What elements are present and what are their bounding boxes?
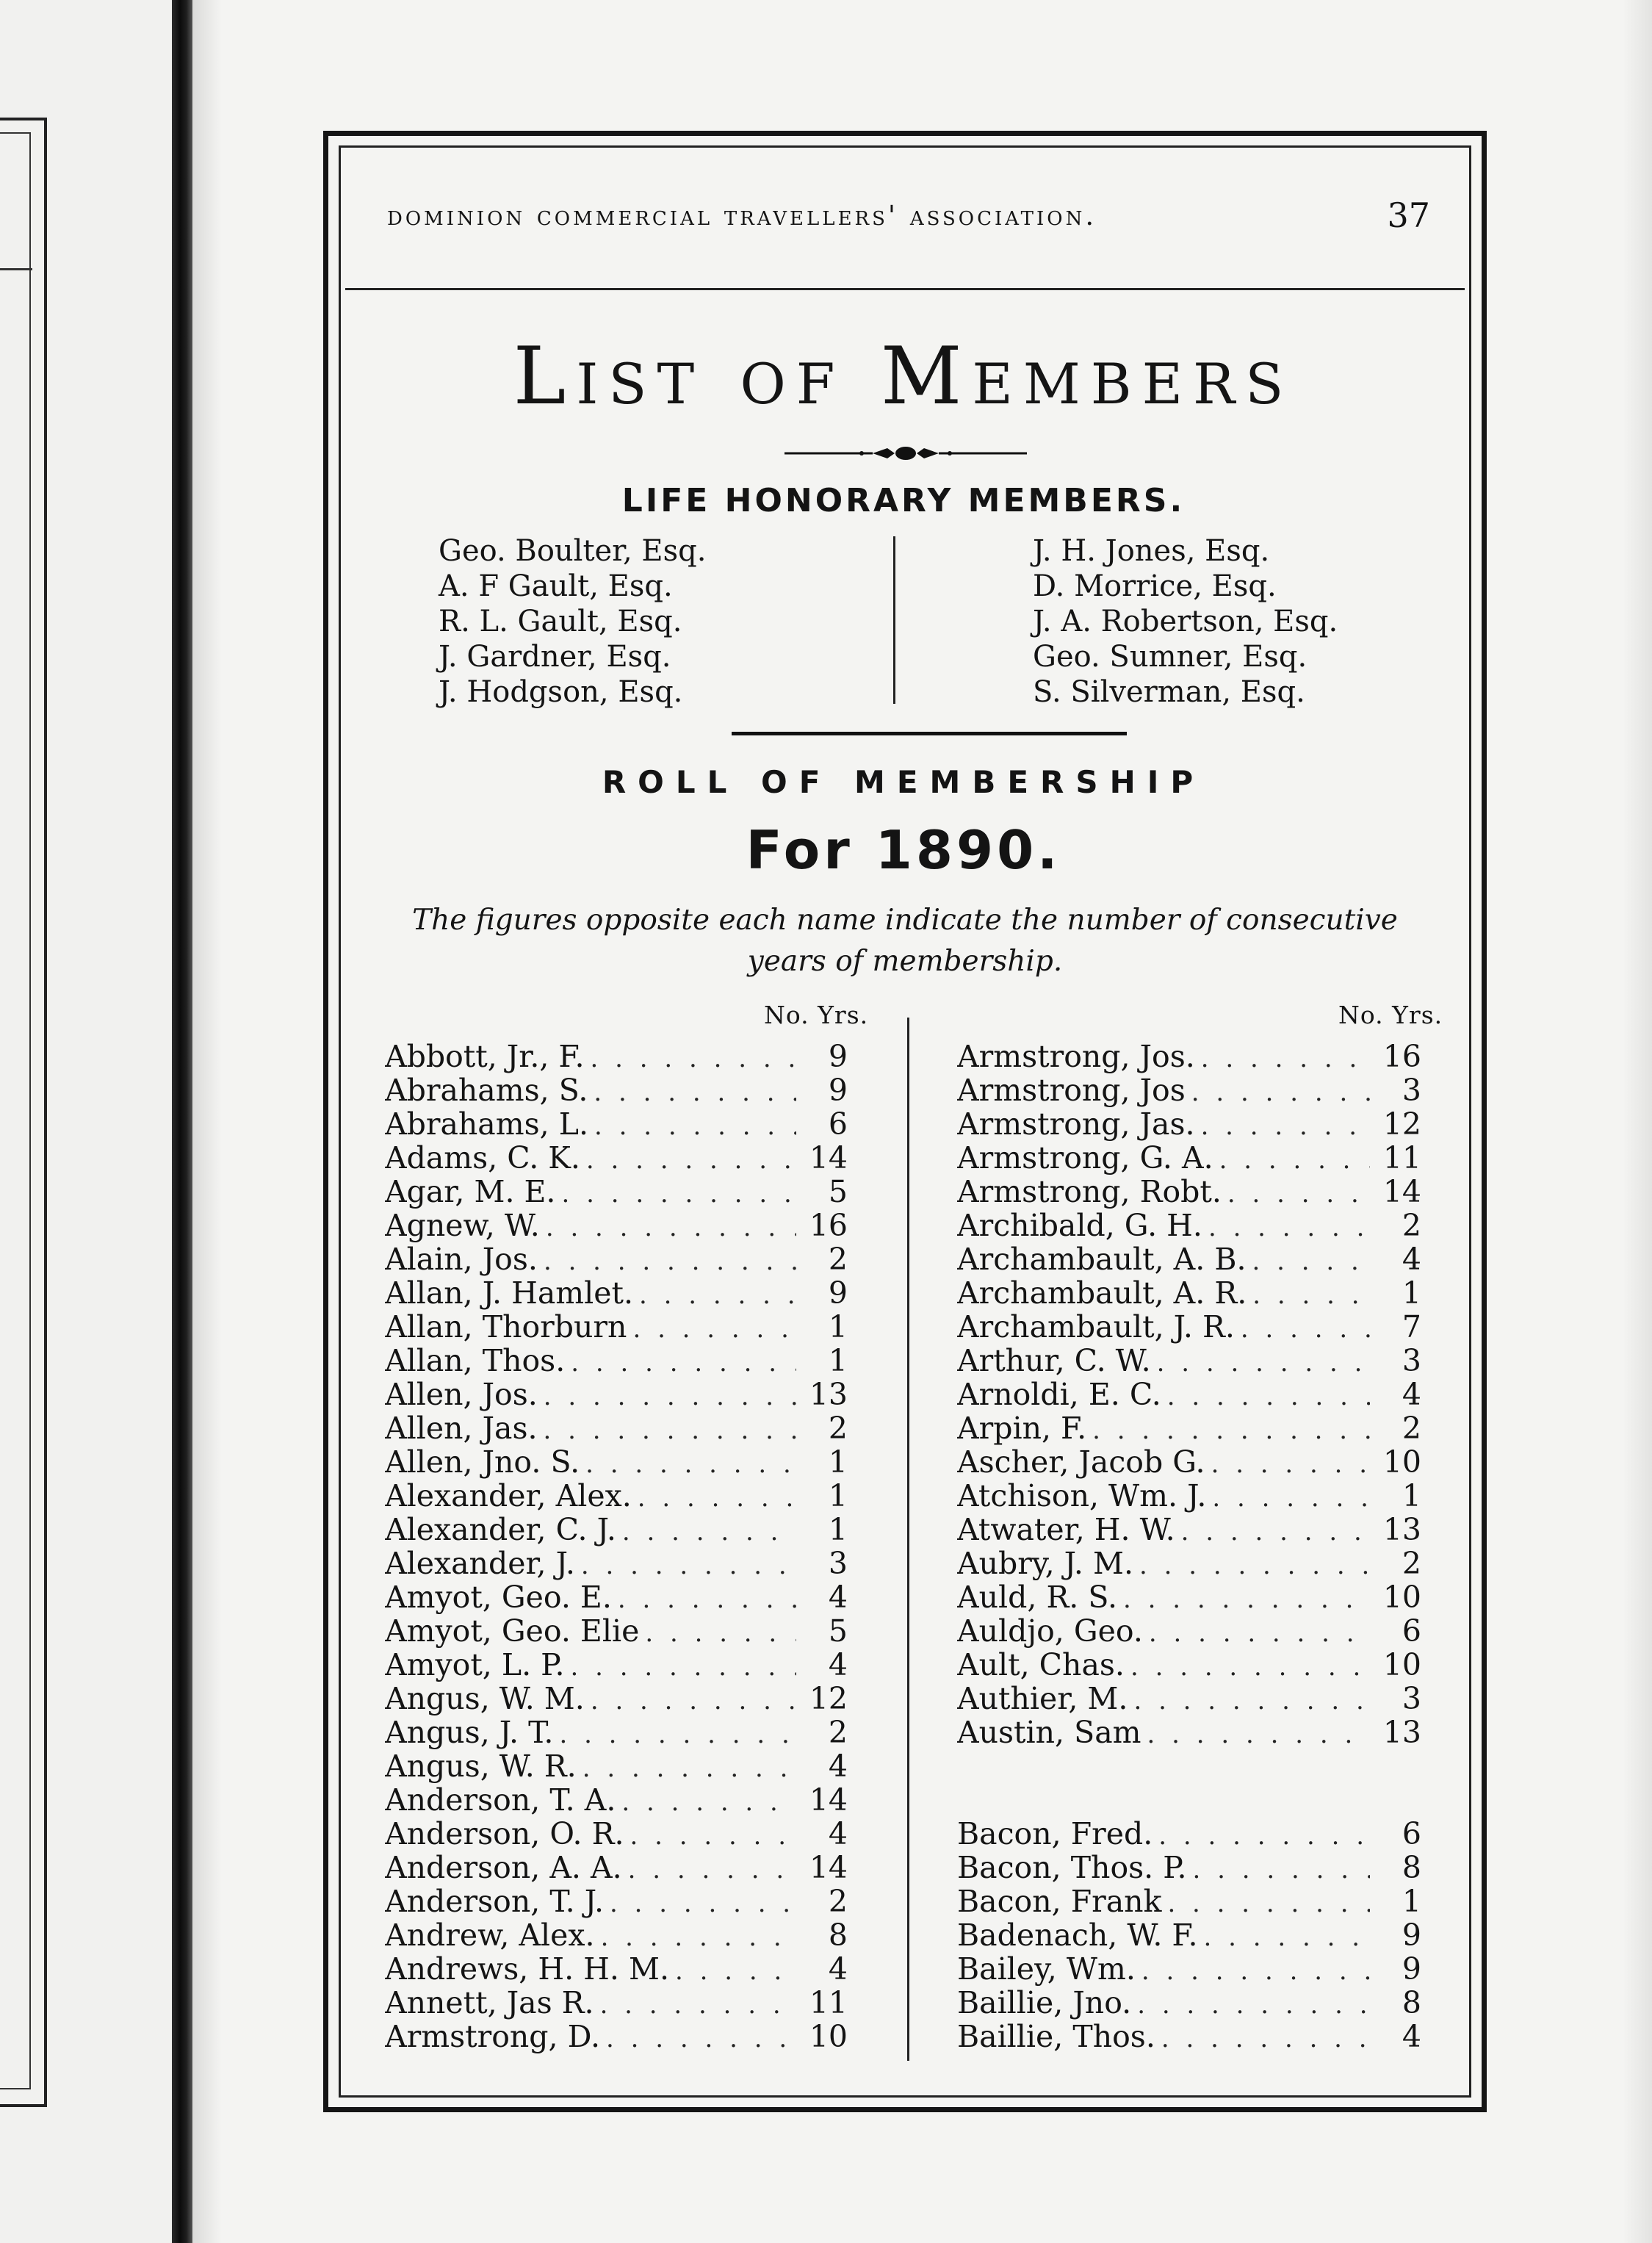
member-name: Allan, Thos. bbox=[385, 1344, 566, 1378]
dot-leader bbox=[610, 1887, 796, 1918]
honorary-member: J. H. Jones, Esq. bbox=[1033, 534, 1270, 568]
member-name: Alexander, C. J. bbox=[385, 1513, 616, 1547]
member-name: Bacon, Fred. bbox=[957, 1817, 1153, 1851]
member-row bbox=[385, 1344, 848, 1378]
member-years: 1 bbox=[828, 1310, 848, 1344]
member-row bbox=[385, 1614, 848, 1648]
year-heading: For 1890. bbox=[746, 819, 1061, 881]
list-spacer bbox=[957, 1783, 1421, 1817]
dot-leader bbox=[561, 1177, 796, 1209]
member-row bbox=[957, 1918, 1421, 1952]
member-name: Armstrong, G. A. bbox=[957, 1141, 1213, 1175]
member-row bbox=[385, 1918, 848, 1952]
ornament-divider bbox=[784, 442, 1027, 464]
member-row bbox=[385, 1175, 848, 1209]
dot-leader bbox=[1241, 1312, 1370, 1344]
member-row bbox=[957, 1175, 1421, 1209]
member-row bbox=[385, 1378, 848, 1411]
member-years: 4 bbox=[828, 1952, 848, 1986]
dot-leader bbox=[582, 1751, 796, 1783]
dot-leader bbox=[632, 1312, 796, 1344]
member-list-right bbox=[957, 1040, 1421, 2053]
member-row bbox=[957, 1851, 1421, 1884]
member-years: 16 bbox=[1382, 1040, 1421, 1073]
dot-leader bbox=[639, 1278, 796, 1310]
member-row bbox=[957, 1682, 1421, 1715]
member-years: 10 bbox=[1382, 1445, 1421, 1479]
note-line: years of membership. bbox=[747, 945, 1063, 978]
member-years: 10 bbox=[1382, 1580, 1421, 1614]
facing-page-inner-frame bbox=[0, 132, 31, 2089]
member-years: 11 bbox=[1382, 1141, 1421, 1175]
member-years: 3 bbox=[1402, 1344, 1421, 1378]
member-row bbox=[957, 1107, 1421, 1141]
member-years: 1 bbox=[828, 1344, 848, 1378]
dot-leader bbox=[1252, 1278, 1370, 1310]
member-row bbox=[385, 1040, 848, 1073]
honorary-members-left bbox=[439, 533, 850, 710]
member-name: Alexander, Alex. bbox=[385, 1479, 632, 1513]
dot-leader bbox=[601, 1920, 796, 1952]
member-row bbox=[957, 1073, 1421, 1107]
member-name: Allan, J. Hamlet. bbox=[385, 1276, 634, 1310]
member-years: 3 bbox=[1402, 1073, 1421, 1107]
member-name: Abrahams, S. bbox=[385, 1073, 588, 1107]
dot-leader bbox=[1212, 1481, 1370, 1513]
member-years: 13 bbox=[1382, 1513, 1421, 1547]
dot-leader bbox=[585, 1447, 796, 1479]
member-name: Auld, R. S. bbox=[957, 1580, 1118, 1614]
member-name: Armstrong, Robt. bbox=[957, 1175, 1222, 1209]
dot-leader bbox=[1181, 1515, 1370, 1547]
member-years: 10 bbox=[1382, 1648, 1421, 1682]
member-name: Archambault, A. B. bbox=[957, 1242, 1247, 1276]
member-name: Ascher, Jacob G. bbox=[957, 1445, 1205, 1479]
member-row bbox=[385, 1884, 848, 1918]
honorary-members-right bbox=[1033, 533, 1444, 710]
dot-leader bbox=[621, 1785, 796, 1817]
member-years: 14 bbox=[809, 1783, 848, 1817]
dot-leader bbox=[1211, 1447, 1370, 1479]
member-row bbox=[957, 1141, 1421, 1175]
roll-heading: ROLL OF MEMBERSHIP bbox=[602, 764, 1205, 800]
member-years: 1 bbox=[828, 1513, 848, 1547]
dot-leader bbox=[581, 1549, 796, 1580]
member-row bbox=[957, 1344, 1421, 1378]
member-name: Amyot, Geo. Elie bbox=[385, 1614, 640, 1648]
member-row bbox=[385, 1310, 848, 1344]
member-name: Abbott, Jr., F. bbox=[385, 1040, 585, 1073]
member-name: Allen, Jos. bbox=[385, 1378, 538, 1411]
dot-leader bbox=[1201, 1042, 1370, 1073]
dot-leader bbox=[645, 1616, 796, 1648]
member-row bbox=[957, 1614, 1421, 1648]
member-row bbox=[385, 1107, 848, 1141]
explanatory-note bbox=[345, 900, 1465, 982]
member-name: Bailey, Wm. bbox=[957, 1952, 1136, 1986]
member-years: 9 bbox=[828, 1073, 848, 1107]
member-row bbox=[385, 1479, 848, 1513]
member-years: 5 bbox=[828, 1175, 848, 1209]
member-name: Adams, C. K. bbox=[385, 1141, 580, 1175]
member-years: 14 bbox=[809, 1141, 848, 1175]
member-years: 4 bbox=[828, 1580, 848, 1614]
member-row bbox=[385, 1749, 848, 1783]
member-row bbox=[957, 1276, 1421, 1310]
member-row bbox=[957, 1715, 1421, 1749]
honorary-member: D. Morrice, Esq. bbox=[1033, 569, 1277, 603]
list-spacer bbox=[957, 1749, 1421, 1783]
member-name: Baillie, Thos. bbox=[957, 2020, 1155, 2053]
member-years: 13 bbox=[1382, 1715, 1421, 1749]
member-years: 7 bbox=[1402, 1310, 1421, 1344]
member-name: Angus, W. M. bbox=[385, 1682, 585, 1715]
dot-leader bbox=[1193, 1853, 1370, 1884]
member-years: 16 bbox=[809, 1209, 848, 1242]
member-row bbox=[957, 1952, 1421, 1986]
member-row bbox=[385, 1682, 848, 1715]
member-name: Agar, M. E. bbox=[385, 1175, 556, 1209]
member-name: Atchison, Wm. J. bbox=[957, 1479, 1207, 1513]
member-row bbox=[957, 1479, 1421, 1513]
dot-leader bbox=[1137, 1988, 1370, 2020]
dot-leader bbox=[594, 1109, 796, 1141]
dot-leader bbox=[1252, 1245, 1370, 1276]
member-name: Allan, Thorburn bbox=[385, 1310, 627, 1344]
member-row bbox=[957, 1986, 1421, 2020]
dot-leader bbox=[618, 1583, 796, 1614]
member-years: 6 bbox=[1402, 1817, 1421, 1851]
member-row bbox=[957, 1513, 1421, 1547]
member-name: Austin, Sam bbox=[957, 1715, 1141, 1749]
member-row bbox=[385, 1209, 848, 1242]
dot-leader bbox=[591, 1042, 796, 1073]
member-row bbox=[385, 1851, 848, 1884]
member-name: Agnew, W. bbox=[385, 1209, 540, 1242]
honorary-member: J. Hodgson, Esq. bbox=[439, 675, 683, 709]
years-column-header-left: No. Yrs. bbox=[764, 1001, 869, 1029]
member-row bbox=[385, 2020, 848, 2053]
member-years: 8 bbox=[1402, 1986, 1421, 2020]
honorary-member: J. Gardner, Esq. bbox=[439, 640, 671, 674]
member-row bbox=[957, 1209, 1421, 1242]
gutter-shadow bbox=[192, 0, 222, 2243]
member-years: 9 bbox=[828, 1040, 848, 1073]
honorary-member: S. Silverman, Esq. bbox=[1033, 675, 1305, 709]
member-row bbox=[957, 1242, 1421, 1276]
member-row bbox=[957, 1378, 1421, 1411]
dot-leader bbox=[559, 1718, 796, 1749]
member-name: Alain, Jos. bbox=[385, 1242, 538, 1276]
member-name: Authier, M. bbox=[957, 1682, 1128, 1715]
member-name: Anderson, A. A. bbox=[385, 1851, 622, 1884]
member-row bbox=[385, 1952, 848, 1986]
member-row bbox=[385, 1783, 848, 1817]
member-row bbox=[957, 1817, 1421, 1851]
member-row bbox=[957, 1411, 1421, 1445]
member-row bbox=[957, 1580, 1421, 1614]
member-name: Alexander, J. bbox=[385, 1547, 575, 1580]
page-title: List of Members bbox=[513, 331, 1294, 422]
member-name: Arpin, F. bbox=[957, 1411, 1087, 1445]
member-name: Bacon, Thos. P. bbox=[957, 1851, 1187, 1884]
honorary-member: Geo. Boulter, Esq. bbox=[439, 534, 707, 568]
member-name: Angus, J. T. bbox=[385, 1715, 554, 1749]
member-years: 6 bbox=[828, 1107, 848, 1141]
section-rule bbox=[732, 732, 1127, 735]
member-years: 3 bbox=[1402, 1682, 1421, 1715]
member-name: Arnoldi, E. C. bbox=[957, 1378, 1161, 1411]
member-row bbox=[385, 1547, 848, 1580]
dot-leader bbox=[544, 1380, 796, 1411]
member-years: 2 bbox=[1402, 1547, 1421, 1580]
book-binding bbox=[172, 0, 192, 2243]
member-row bbox=[385, 1242, 848, 1276]
member-name: Angus, W. R. bbox=[385, 1749, 577, 1783]
member-name: Allen, Jno. S. bbox=[385, 1445, 580, 1479]
header-rule bbox=[345, 288, 1465, 290]
member-row bbox=[385, 1648, 848, 1682]
member-row bbox=[385, 1276, 848, 1310]
member-name: Amyot, Geo. E. bbox=[385, 1580, 612, 1614]
member-name: Auldjo, Geo. bbox=[957, 1614, 1143, 1648]
member-name: Anderson, T. A. bbox=[385, 1783, 616, 1817]
member-row bbox=[385, 1411, 848, 1445]
dot-leader bbox=[630, 1819, 797, 1851]
dot-leader bbox=[1147, 1718, 1370, 1749]
member-list-divider bbox=[907, 1018, 909, 2061]
dot-leader bbox=[1092, 1414, 1370, 1445]
member-years: 2 bbox=[828, 1715, 848, 1749]
member-years: 2 bbox=[828, 1242, 848, 1276]
member-years: 8 bbox=[828, 1918, 848, 1952]
member-row bbox=[957, 2020, 1421, 2053]
member-name: Baillie, Jno. bbox=[957, 1986, 1132, 2020]
dot-leader bbox=[594, 1076, 796, 1107]
dot-leader bbox=[1141, 1954, 1370, 1986]
running-title: dominion commercial travellers' association. bbox=[387, 199, 1097, 231]
dot-leader bbox=[1191, 1076, 1370, 1107]
member-name: Allen, Jas. bbox=[385, 1411, 538, 1445]
member-name: Andrew, Alex. bbox=[385, 1918, 595, 1952]
member-name: Archambault, A. R. bbox=[957, 1276, 1247, 1310]
member-name: Amyot, L. P. bbox=[385, 1648, 565, 1682]
member-name: Bacon, Frank bbox=[957, 1884, 1162, 1918]
member-years: 11 bbox=[809, 1986, 848, 2020]
member-name: Aubry, J. M. bbox=[957, 1547, 1133, 1580]
dot-leader bbox=[544, 1414, 796, 1445]
member-years: 4 bbox=[828, 1749, 848, 1783]
member-name: Armstrong, D. bbox=[385, 2020, 601, 2053]
member-name: Anderson, O. R. bbox=[385, 1817, 624, 1851]
member-years: 2 bbox=[828, 1411, 848, 1445]
dot-leader bbox=[570, 1650, 796, 1682]
member-years: 2 bbox=[1402, 1209, 1421, 1242]
facing-page-rule bbox=[0, 268, 32, 270]
member-years: 5 bbox=[828, 1614, 848, 1648]
honorary-column-divider bbox=[893, 536, 895, 704]
dot-leader bbox=[571, 1346, 796, 1378]
member-years: 12 bbox=[809, 1682, 848, 1715]
dot-leader bbox=[546, 1211, 796, 1242]
member-row bbox=[957, 1445, 1421, 1479]
member-row bbox=[385, 1445, 848, 1479]
member-row bbox=[385, 1141, 848, 1175]
dot-leader bbox=[1157, 1346, 1370, 1378]
dot-leader bbox=[628, 1853, 796, 1884]
dot-leader bbox=[1167, 1887, 1370, 1918]
member-name: Ault, Chas. bbox=[957, 1648, 1125, 1682]
dot-leader bbox=[1167, 1380, 1370, 1411]
dot-leader bbox=[1219, 1143, 1370, 1175]
dot-leader bbox=[1201, 1109, 1370, 1141]
member-name: Archambault, J. R. bbox=[957, 1310, 1235, 1344]
dot-leader bbox=[1133, 1684, 1370, 1715]
member-name: Andrews, H. H. M. bbox=[385, 1952, 669, 1986]
dot-leader bbox=[675, 1954, 796, 1986]
member-years: 3 bbox=[828, 1547, 848, 1580]
member-row bbox=[957, 1884, 1421, 1918]
member-years: 4 bbox=[1402, 2020, 1421, 2053]
dot-leader bbox=[1208, 1211, 1370, 1242]
dot-leader bbox=[1161, 2022, 1370, 2053]
member-row bbox=[957, 1040, 1421, 1073]
member-name: Arthur, C. W. bbox=[957, 1344, 1151, 1378]
member-years: 1 bbox=[1402, 1479, 1421, 1513]
member-name: Armstrong, Jos bbox=[957, 1073, 1186, 1107]
honorary-member: Geo. Sumner, Esq. bbox=[1033, 640, 1307, 674]
member-years: 1 bbox=[828, 1479, 848, 1513]
member-name: Annett, Jas R. bbox=[385, 1986, 594, 2020]
dot-leader bbox=[544, 1245, 796, 1276]
dot-leader bbox=[638, 1481, 796, 1513]
member-row bbox=[385, 1715, 848, 1749]
member-row bbox=[385, 1580, 848, 1614]
dot-leader bbox=[1227, 1177, 1370, 1209]
member-years: 14 bbox=[1382, 1175, 1421, 1209]
member-years: 1 bbox=[1402, 1884, 1421, 1918]
member-row bbox=[957, 1648, 1421, 1682]
honorary-member: R. L. Gault, Esq. bbox=[439, 605, 682, 638]
member-years: 8 bbox=[1402, 1851, 1421, 1884]
years-column-header-right: No. Yrs. bbox=[1338, 1001, 1443, 1029]
dot-leader bbox=[1158, 1819, 1370, 1851]
honorary-members-heading: LIFE HONORARY MEMBERS. bbox=[621, 482, 1186, 519]
dot-leader bbox=[586, 1143, 796, 1175]
member-years: 1 bbox=[1402, 1276, 1421, 1310]
member-name: Abrahams, L. bbox=[385, 1107, 588, 1141]
member-years: 1 bbox=[828, 1445, 848, 1479]
member-row bbox=[385, 1513, 848, 1547]
dot-leader bbox=[1123, 1583, 1370, 1614]
member-row bbox=[957, 1310, 1421, 1344]
dot-leader bbox=[591, 1684, 796, 1715]
dot-leader bbox=[1204, 1920, 1371, 1952]
member-row bbox=[385, 1817, 848, 1851]
dot-leader bbox=[1149, 1616, 1370, 1648]
member-row bbox=[957, 1547, 1421, 1580]
member-name: Badenach, W. F. bbox=[957, 1918, 1198, 1952]
member-name: Atwater, H. W. bbox=[957, 1513, 1175, 1547]
member-years: 9 bbox=[1402, 1952, 1421, 1986]
dot-leader bbox=[1130, 1650, 1370, 1682]
member-years: 10 bbox=[809, 2020, 848, 2053]
member-years: 13 bbox=[809, 1378, 848, 1411]
member-row bbox=[385, 1986, 848, 2020]
member-name: Armstrong, Jas. bbox=[957, 1107, 1195, 1141]
member-years: 6 bbox=[1402, 1614, 1421, 1648]
running-head bbox=[387, 190, 1430, 241]
note-line: The figures opposite each name indicate the number of consecutive bbox=[412, 904, 1398, 937]
member-row bbox=[385, 1073, 848, 1107]
member-years: 4 bbox=[828, 1817, 848, 1851]
dot-leader bbox=[622, 1515, 796, 1547]
member-list-left bbox=[385, 1040, 848, 2053]
honorary-member: A. F Gault, Esq. bbox=[439, 569, 673, 603]
member-years: 4 bbox=[1402, 1242, 1421, 1276]
member-name: Archibald, G. H. bbox=[957, 1209, 1202, 1242]
page-number: 37 bbox=[1387, 195, 1430, 235]
dot-leader bbox=[1139, 1549, 1370, 1580]
honorary-member: J. A. Robertson, Esq. bbox=[1033, 605, 1338, 638]
member-years: 2 bbox=[1402, 1411, 1421, 1445]
member-years: 12 bbox=[1382, 1107, 1421, 1141]
member-years: 9 bbox=[1402, 1918, 1421, 1952]
member-years: 14 bbox=[809, 1851, 848, 1884]
facing-page-edge bbox=[0, 0, 172, 2243]
member-years: 4 bbox=[1402, 1378, 1421, 1411]
dot-leader bbox=[600, 1988, 796, 2020]
page-right-edge bbox=[1623, 0, 1652, 2243]
member-name: Armstrong, Jos. bbox=[957, 1040, 1195, 1073]
member-years: 9 bbox=[828, 1276, 848, 1310]
dot-leader bbox=[606, 2022, 796, 2053]
member-years: 2 bbox=[828, 1884, 848, 1918]
member-name: Anderson, T. J. bbox=[385, 1884, 604, 1918]
member-years: 4 bbox=[828, 1648, 848, 1682]
